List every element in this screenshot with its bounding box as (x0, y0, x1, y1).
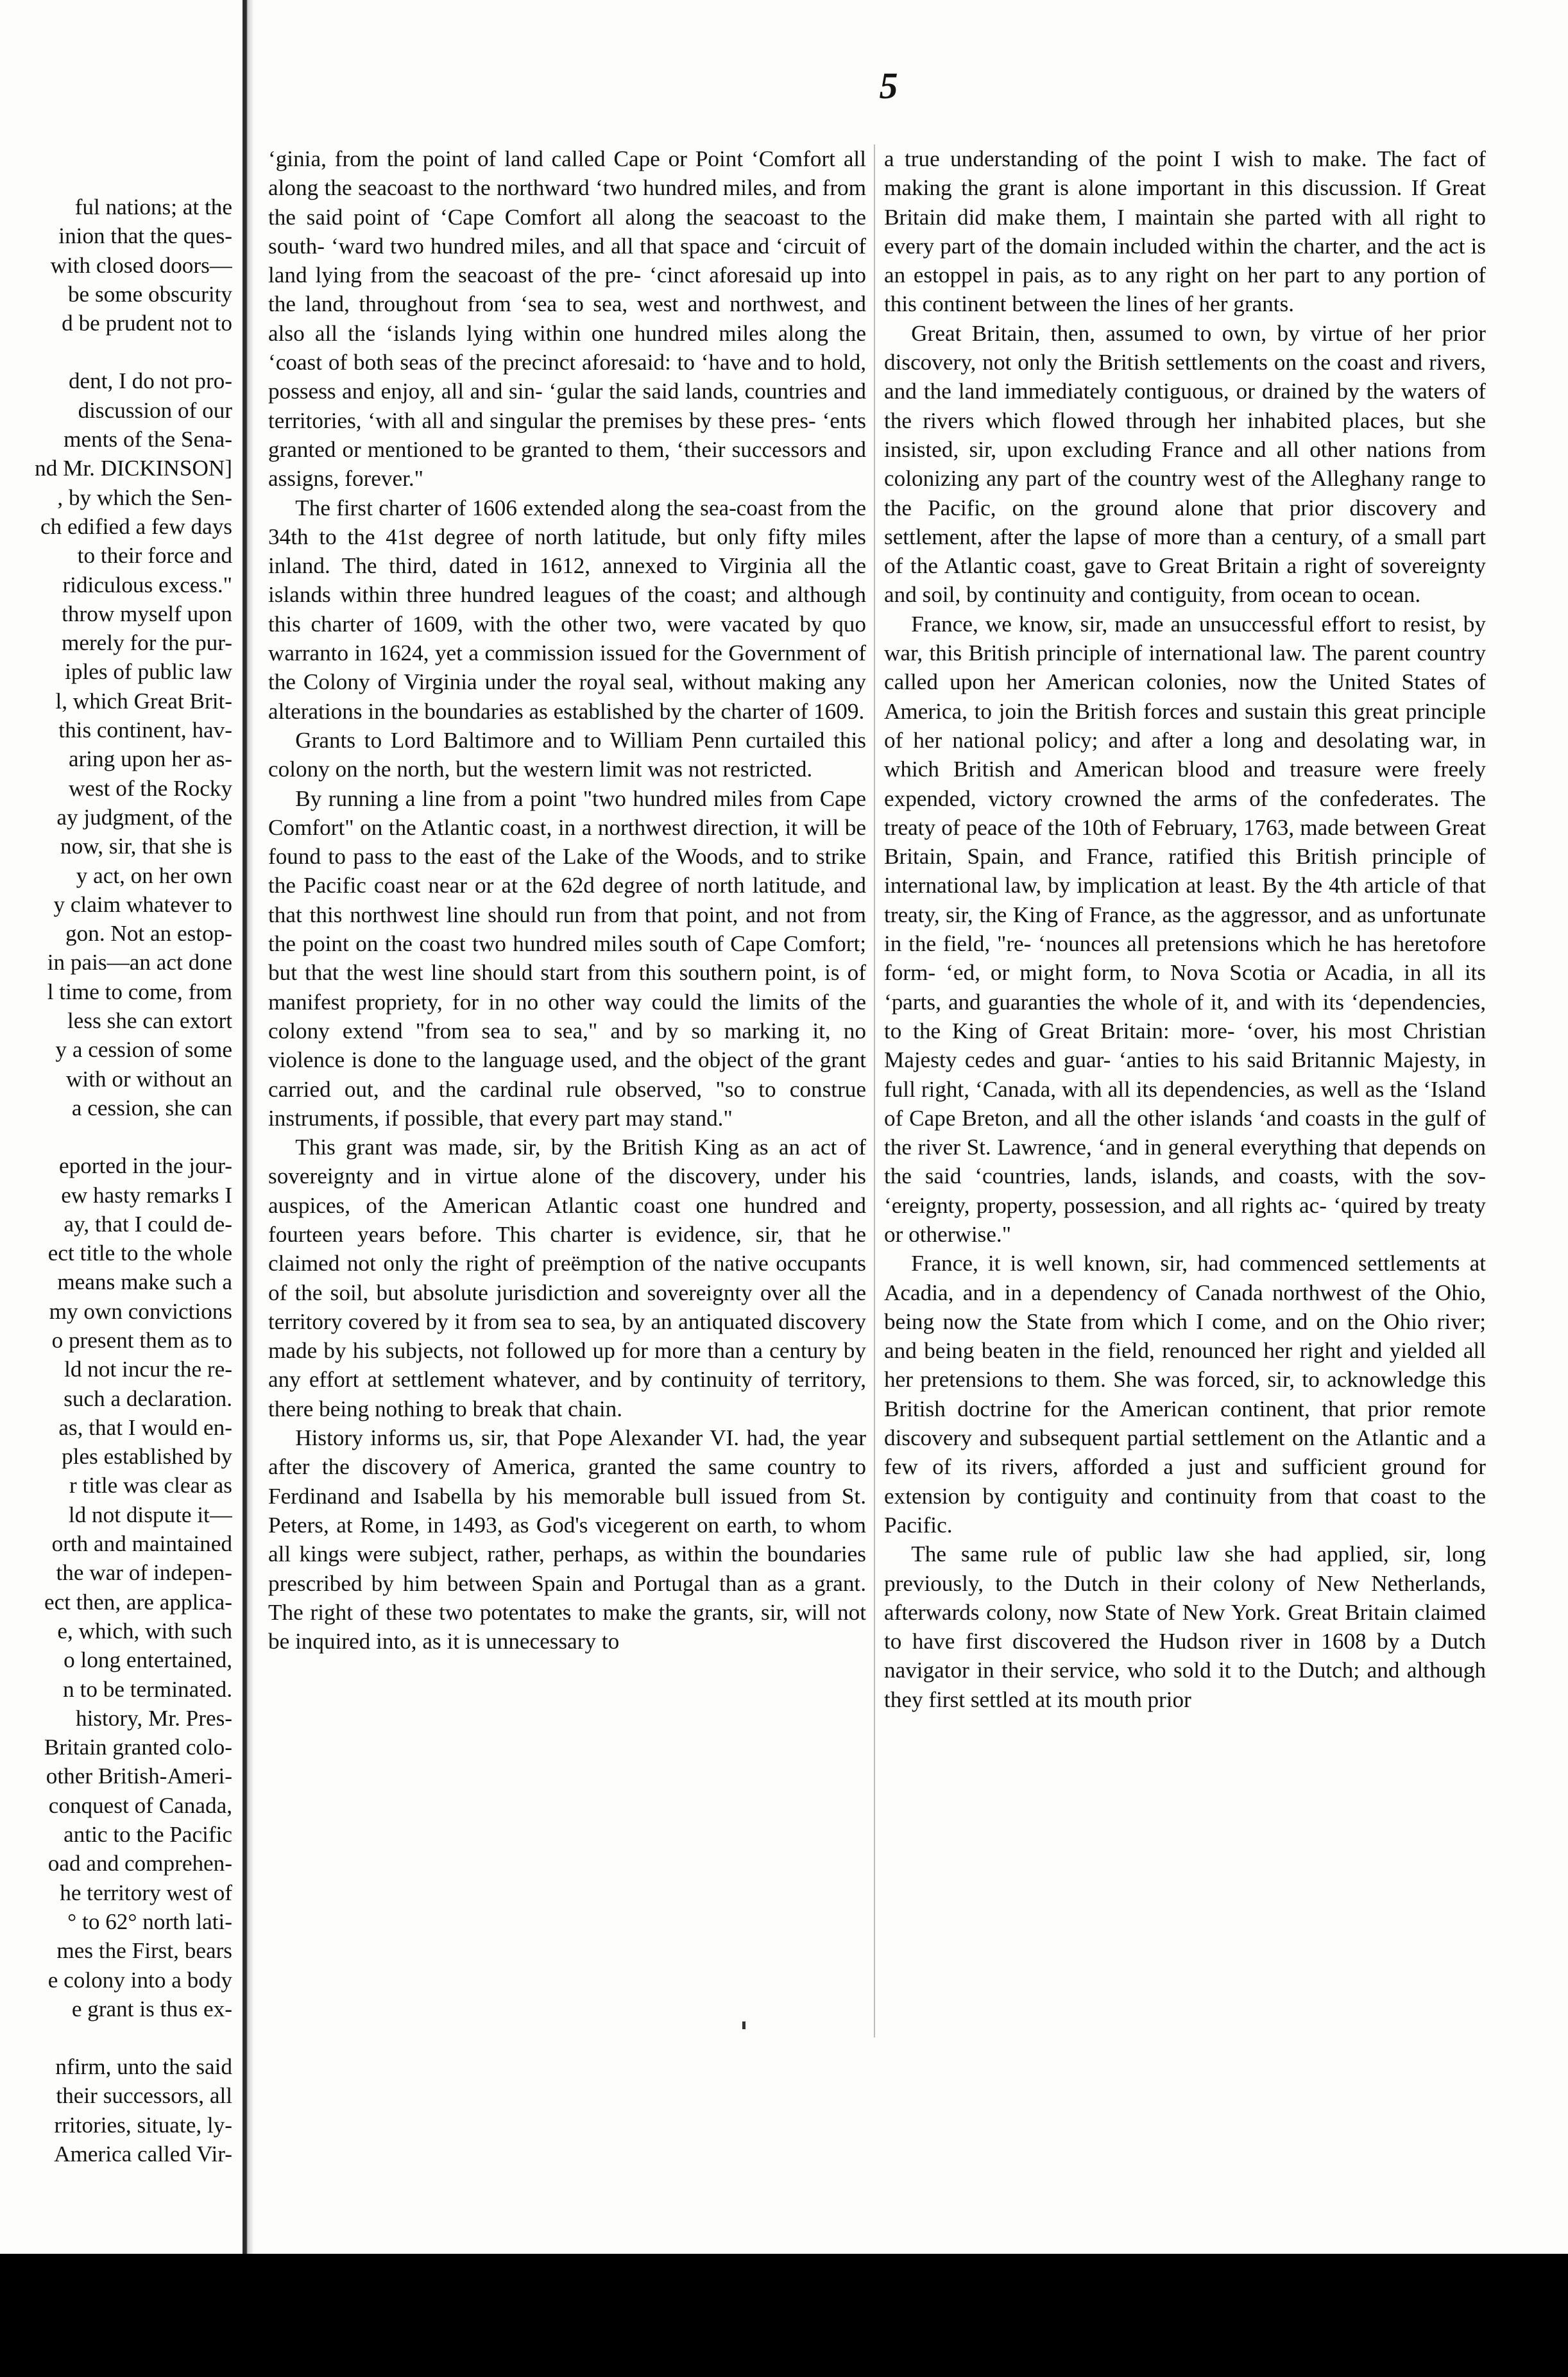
text-line-fragment: iples of public law (65, 659, 232, 685)
text-line-fragment: conquest of Canada, (48, 1792, 232, 1818)
text-line-fragment: ch edified a few days (40, 513, 232, 539)
text-line-fragment: this continent, hav- (58, 717, 232, 743)
text-line-fragment: orth and maintained (51, 1531, 232, 1557)
text-line-fragment: ples established by (62, 1444, 232, 1470)
text-line-fragment: inion that the ques- (58, 223, 232, 249)
text-line-fragment: a cession, she can (71, 1095, 232, 1120)
text-line-fragment: d be prudent not to (62, 311, 232, 336)
page-number: 5 (879, 65, 898, 107)
text-line-fragment: ° to 62° north lati- (67, 1909, 232, 1934)
text-line-fragment: e, which, with such (57, 1618, 232, 1643)
text-line-fragment: with or without an (66, 1066, 232, 1092)
text-line-fragment: ld not incur the re- (64, 1357, 232, 1382)
text-line-fragment: he territory west of (60, 1880, 232, 1905)
text-line-fragment: ments of the Sena- (64, 427, 232, 452)
text-line-fragment: y claim whatever to (53, 891, 232, 917)
text-line-fragment: r title was clear as (69, 1473, 232, 1498)
scan-border (0, 2254, 1568, 2377)
text-line-fragment: gon. Not an estop- (65, 921, 232, 947)
text-line-fragment: dent, I do not pro- (68, 368, 232, 394)
text-line-fragment: antic to the Pacific (64, 1822, 232, 1848)
text-line-fragment: ld not dispute it— (68, 1502, 232, 1527)
paragraph-gap (0, 338, 232, 366)
previous-page-column (0, 193, 232, 2168)
text-line-fragment: the war of indepen- (56, 1560, 232, 1586)
text-line-fragment: less she can extort (67, 1008, 232, 1034)
middle-text-column (268, 144, 866, 1656)
paragraph: History informs us, sir, that Pope Alexander VI. had, the year after the discovery of America, granted the same country to Ferdinand and Isabella by his memorable bull issued from St. Peters, at Rome, in 1493, as God's vicegerent on earth, to whom all kings were subject, rather, perhaps, as within the boundaries prescribed by him between Spain and Portugal than as a grant. The right of these two potentates to make the grants, sir, will not be inquired into, as it is unnecessary to (268, 1425, 866, 1654)
text-line-fragment: e colony into a body (47, 1967, 232, 1993)
column-divider (874, 144, 875, 2038)
text-line-fragment: aring upon her as- (68, 746, 232, 772)
text-line-fragment: merely for the pur- (61, 630, 232, 656)
text-line-fragment: with closed doors— (50, 252, 232, 278)
text-line-fragment: Britain granted colo- (44, 1735, 232, 1760)
text-line-fragment: o long entertained, (64, 1647, 232, 1673)
paragraph: The same rule of public law she had applied, sir, long previously, to the Dutch in their colony of New Netherlands, afterwards colony, now State of New York. Great Britain claimed to have first discovered the Hudson river in 1608 by a Dutch navigator in their service, who sold it to the Dutch; and although they first settled at its mouth prior (884, 1541, 1486, 1712)
text-line-fragment: l time to come, from (47, 979, 232, 1004)
paragraph: ‘ginia, from the point of land called Cape or Point ‘Comfort all along the seacoast to the northward ‘two hundred miles, and from the said point of ‘Cape Comfort all along the seacoast to the south- ‘ward two hundred miles, and all that space and ‘circuit of land lying from the seacoast of the pre- ‘cinct aforesaid up into the land, throughout from ‘sea to sea, west and northwest, and also all the ‘islands lying within one hundred miles along the ‘coast of both seas of the precinct aforesaid: to ‘have and to hold, possess and enjoy, all and sin- ‘gular the said lands, countries and territories, ‘with all and singular the premises by these pres- ‘ents granted or mentioned to be granted to them, ‘their successors and assigns, forever." (268, 146, 866, 492)
paragraph: By running a line from a point "two hundred miles from Cape Comfort" on the Atlantic coast, in a northwest direction, it will be found to pass to the east of the Lake of the Woods, and to strike the Pacific coast near or at the 62d degree of north latitude, and that this northwest line should run from that point, and not from the point on the coast two hundred miles south of Cape Comfort; but that the west line should start from this southern point, is of manifest propriety, for in no other way could the limits of the colony extend "from sea to sea," and by so marking it, no violence is done to the language used, and the object of the grant carried out, and the cardinal rule observed, "so to construe instruments, if possible, that every part may stand." (268, 785, 866, 1131)
paragraph-gap (0, 2023, 232, 2052)
text-line-fragment: now, sir, that she is (60, 834, 232, 859)
paragraph: Grants to Lord Baltimore and to William Penn curtailed this colony on the north, but the western limit was not restricted. (268, 727, 866, 782)
text-line-fragment: ful nations; at the (74, 194, 232, 219)
text-line-fragment: my own convictions (49, 1298, 232, 1324)
paragraph: a true understanding of the point I wish to make. The fact of making the grant is alone important in this discussion. If Great Britain did make them, I maintain she parted with all right to every part of the domain included within the charter, and the act is an estoppel in pais, as to any right on her part to any portion of this continent between the lines of her grants. (884, 146, 1486, 317)
text-line-fragment: mes the First, bears (56, 1938, 232, 1964)
text-line-fragment: e grant is thus ex- (71, 1996, 232, 2021)
text-line-fragment: ew hasty remarks I (61, 1182, 232, 1208)
text-line-fragment: eported in the jour- (59, 1153, 232, 1179)
text-line-fragment: history, Mr. Pres- (75, 1705, 232, 1731)
text-line-fragment: throw myself upon (62, 601, 232, 626)
text-line-fragment: ridiculous excess." (62, 572, 232, 597)
text-line-fragment: , by which the Sen- (57, 485, 232, 510)
text-line-fragment: other British-Ameri- (46, 1763, 232, 1789)
text-line-fragment: ect then, are applica- (44, 1589, 232, 1615)
text-line-fragment: o present them as to (51, 1327, 232, 1353)
text-line-fragment: in pais—an act done (47, 950, 232, 975)
text-line-fragment: ay judgment, of the (56, 804, 232, 830)
text-line-fragment: y a cession of some (55, 1037, 232, 1063)
text-line-fragment: their successors, all (56, 2083, 232, 2109)
text-line-fragment: ect title to the whole (47, 1240, 232, 1266)
text-line-fragment: rritories, situate, ly- (54, 2112, 232, 2138)
binding-gutter (243, 0, 254, 2259)
paragraph: The first charter of 1606 extended along the sea-coast from the 34th to the 41st degree of north latitude, but only fifty miles inland. The third, dated in 1612, annexed to Virginia all the islands within three hundred leagues of the coast; and although this charter of 1609, with the other two, were vacated by quo warranto in 1624, yet a commission issued for the Government of the Colony of Virginia under the royal seal, without making any alterations in the boundaries as established by the charter of 1609. (268, 495, 866, 724)
right-text-column (884, 144, 1486, 1714)
paragraph: Great Britain, then, assumed to own, by virtue of her prior discovery, not only the British settlements on the coast and rivers, and the land immediately contiguous, or drained by the waters of the rivers which flowed through her inhabited places, but she insisted, sir, upon excluding France and all other nations from colonizing any part of the country west of the Alleghany range to the Pacific, on the ground alone that prior discovery and settlement, after the lapse of more than a century, of a small part of the Atlantic coast, gave to Great Britain a right of sovereignty and soil, by continuity and contiguity, from ocean to ocean. (884, 320, 1486, 608)
text-line-fragment: discussion of our (78, 397, 232, 423)
text-line-fragment: nfirm, unto the said (55, 2054, 232, 2080)
paragraph: France, it is well known, sir, had commenced settlements at Acadia, and in a dependency of Canada northwest of the Ohio, being now the State from which I come, and on the Ohio river; and being beaten in the field, renounced her right and yielded all her pretensions to them. She was forced, sir, to acknowledge this British doctrine for the American continent, that prior remote discovery and subsequent partial settlement on the Atlantic and a few of its rivers, afforded a just and sufficient ground for extension by contiguity and continuity from that coast to the Pacific. (884, 1251, 1486, 1538)
text-line-fragment: nd Mr. DICKINSON] (35, 456, 232, 481)
text-line-fragment: as, that I would en- (58, 1414, 232, 1440)
text-line-fragment: n to be terminated. (63, 1676, 232, 1702)
text-line-fragment: y act, on her own (76, 862, 232, 888)
text-line-fragment: l, which Great Brit- (55, 688, 232, 714)
text-line-fragment: to their force and (77, 543, 232, 569)
text-line-fragment: ay, that I could de- (64, 1211, 232, 1237)
paragraph: This grant was made, sir, by the British King as an act of sovereignty and in virtue alone of the discovery, under his auspices, of the American Atlantic coast one hundred and fourteen years before. This charter is evidence, sir, that he claimed not only the right of preëmption of the native occupants of the soil, but absolute jurisdiction and sovereignty over all the territory covered by it from sea to sea, by an antiquated discovery made by his subjects, not followed up for more than a century by any effort at settlement whatever, and by continuity of territory, there being nothing to break that chain. (268, 1135, 866, 1421)
text-line-fragment: America called Vir- (54, 2141, 232, 2167)
paragraph: France, we know, sir, made an unsuccessful effort to resist, by war, this British principle of international law. The parent country called upon her American colonies, now the United States of America, to join the British forces and sustain this great principle of her national policy; and after a long and desolating war, in which British and American blood and treasure were freely expended, victory crowned the arms of the confederates. The treaty of peace of the 10th of February, 1763, made between Great Britain, Spain, and France, ratified this British principle of international law, by implication at least. By the 4th article of that treaty, sir, the King of France, as the aggressor, and as unfortunate in the field, "re- ‘nounces all pretensions which he has heretofore form- ‘ed, or might form, to Nova Scotia or Acadia, in all its ‘parts, and guaranties the whole of it, and with its ‘dependencies, to the King of Great Britain: more- ‘over, his most Christian Majesty cedes and guar- ‘anties to his said Britannic Majesty, in full right, ‘Canada, with all its dependencies, as well as the ‘Island of Cape Breton, and all the other islands ‘and coasts in the gulf of the river St. Lawrence, ‘and in general everything that depends on the said ‘countries, lands, islands, and coasts, with the sov- ‘ereignty, property, possession, and all rights ac- ‘quired by treaty or otherwise." (884, 611, 1486, 1247)
text-line-fragment: such a declaration. (64, 1386, 232, 1411)
text-line-fragment: be some obscurity (67, 281, 232, 307)
text-line-fragment: oad and comprehen- (47, 1851, 232, 1876)
paragraph-gap (0, 1122, 232, 1151)
text-line-fragment: west of the Rocky (68, 775, 232, 801)
ink-mark (742, 2021, 746, 2029)
text-line-fragment: means make such a (57, 1269, 232, 1295)
